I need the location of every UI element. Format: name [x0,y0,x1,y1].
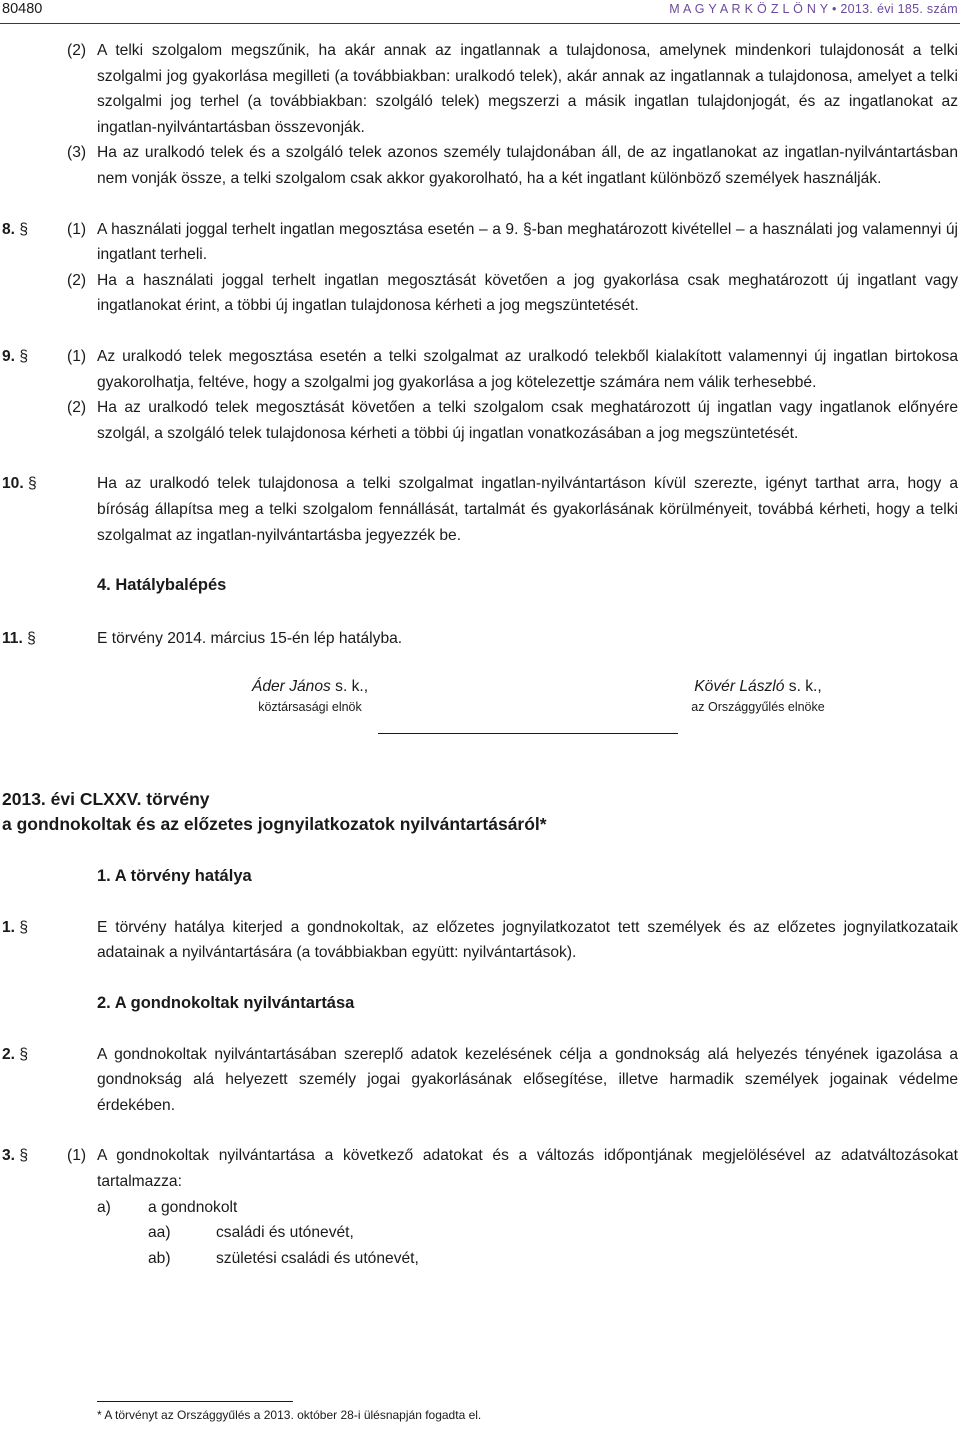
list-text: a gondnokolt [148,1198,238,1216]
document-body [0,38,960,1271]
section-label: 3. § [2,1147,29,1165]
paragraph-number: (3) [67,144,87,162]
paragraph [0,140,960,191]
section-3 [0,1143,960,1271]
paragraph-number: (1) [67,220,87,238]
list-item [0,1195,960,1221]
paragraph-text: A telki szolgalom megszűnik, ha akár annak az ingatlannak a tulajdonosa, amelynek mindenkori tulajdonosát a telki szolgalmi jog gyakorlása megilleti (a továbbiakban: uralkodó telek), akár annak az ingatlannak a tulajdonosa, amelyet a telki szolgalmi jog terhel (a továbbiakban: szolgáló telek) megszerzi a másik ingatlan tulajdonjogát, és az ingatlanokat az ingatlan-nyilvántartásban összevonják. [97,42,958,136]
law-title: a gondnokoltak és az előzetes jognyilatkozatok nyilvántartásáról* [2,814,547,835]
paragraph-number: (1) [67,347,87,365]
paragraph-number: (2) [67,42,87,59]
section-text: Ha az uralkodó telek tulajdonosa a telki szolgalmat ingatlan-nyilvántartáson kívül szerezte, igényt tarthat arra, hogy a bíróság állapítsa meg a telki szolgalom fennállását, tartalmát és gyakorlásának körülményeit, továbbá kérheti, hogy a telki szolgalmat az ingatlan-nyilvántartásba jegyezzék be. [97,475,958,544]
paragraph-number: (2) [67,271,87,289]
list-text: születési családi és utónevét, [216,1249,419,1267]
section-label: 11. § [2,629,36,647]
paragraph-text: Ha az uralkodó telek és a szolgáló telek azonos személy tulajdonában áll, de az ingatlanokat az ingatlan-nyilvántartásban nem vonják össze, a telki szolgalom csak akkor gyakorolható, ha a két ingatlant különböző személyek használják. [97,144,958,187]
section-9 [0,344,960,446]
page-header [0,0,960,24]
section-label: 1. § [2,918,29,936]
chapter-heading: 4. Hatálybalépés [97,576,227,595]
signatory-name: Kövér László s. k., [694,678,822,696]
page-number: 80480 [2,1,43,17]
law-number: 2013. évi CLXXV. törvény [2,789,210,810]
section-separator [378,733,678,734]
paragraph-number: (1) [67,1147,87,1165]
paragraph [0,344,960,395]
signatory-role: az Országgyűlés elnöke [691,700,825,715]
paragraph [0,38,960,140]
footnote: * A törvényt az Országgyűlés a 2013. október 28-i ülésnapján fogadta el. [97,1408,482,1422]
section-label: 9. § [2,347,29,365]
list-item [0,1246,960,1272]
section-11 [0,626,960,652]
section-text: A gondnokoltak nyilvántartásában szereplő adatok kezelésének célja a gondnokság alá helyezés tényének igazolása a gondnokság alá helyezett személy jogai gyakorlásának elősegítése, illetve harmadik személyek jogainak védelme érdekében. [97,1045,958,1114]
signatory-role: köztársasági elnök [258,700,362,715]
section-label: 10. § [2,475,37,493]
signatures [0,677,960,723]
separator-wrap [0,723,960,787]
section-label: 8. § [2,220,29,238]
paragraph [0,217,960,268]
signature-president [210,677,410,717]
list-text: családi és utónevét, [216,1224,354,1242]
list-label: ab) [148,1249,171,1267]
paragraph-text: Ha a használati joggal terhelt ingatlan megosztását követően a jog gyakorlása csak meghatározott új ingatlant vagy ingatlanokat érint, a többi új ingatlan tulajdonosa kérheti a jog megszüntetését. [97,271,958,315]
paragraph [0,268,960,319]
section-text: E törvény 2014. március 15-én lép hatályba. [97,629,403,647]
paragraph [0,1143,960,1194]
paragraph-text: A használati joggal terhelt ingatlan megosztása esetén – a 9. §-ban meghatározott kivétellel – a használati jog valamennyi új ingatlant terheli. [97,220,958,264]
paragraph [0,395,960,446]
footnote-rule [97,1401,293,1402]
header-rule [0,23,960,24]
list-label: a) [97,1198,111,1216]
section-2 [0,1042,960,1119]
chapter-heading: 2. A gondnokoltak nyilvántartása [97,994,355,1013]
signature-speaker [643,677,873,717]
signatory-name: Áder János s. k., [251,678,369,696]
chapter-heading: 1. A törvény hatálya [97,867,252,886]
paragraph-number: (2) [67,399,87,417]
section-1 [0,915,960,966]
list-item [0,1220,960,1246]
list-label: aa) [148,1224,171,1242]
paragraph-text: Az uralkodó telek megosztása esetén a telki szolgalmat az uralkodó telekből kialakított valamennyi új ingatlan birtokosa gyakorolhatja, feltéve, hogy a szolgalmi jog gyakorlása a jog kötelezettje számára nem válik terhesebbé. [97,347,958,391]
running-head: M A G Y A R K Ö Z L Ö N Y • 2013. évi 185. szám [669,2,958,16]
section-10 [0,471,960,548]
section-text: E törvény hatálya kiterjed a gondnokoltak, az előzetes jognyilatkozatot tett személyek és az előzetes jognyilatkozataik adatainak a nyilvántartására (a továbbiakban együtt: nyilvántartások). [97,918,958,962]
section-8 [0,217,960,319]
paragraph-text: A gondnokoltak nyilvántartása a következő adatokat és a változás időpontjának megjelölésével az adatváltozásokat tartalmazza: [97,1147,958,1191]
section-label: 2. § [2,1045,29,1063]
paragraph-text: Ha az uralkodó telek megosztását követően a telki szolgalom csak meghatározott új ingatlan vagy ingatlanok előnyére szolgál, a szolgáló telek tulajdonosa kérheti a többi új ingatlan vonatkozásában a jog megszüntetését. [97,399,958,442]
